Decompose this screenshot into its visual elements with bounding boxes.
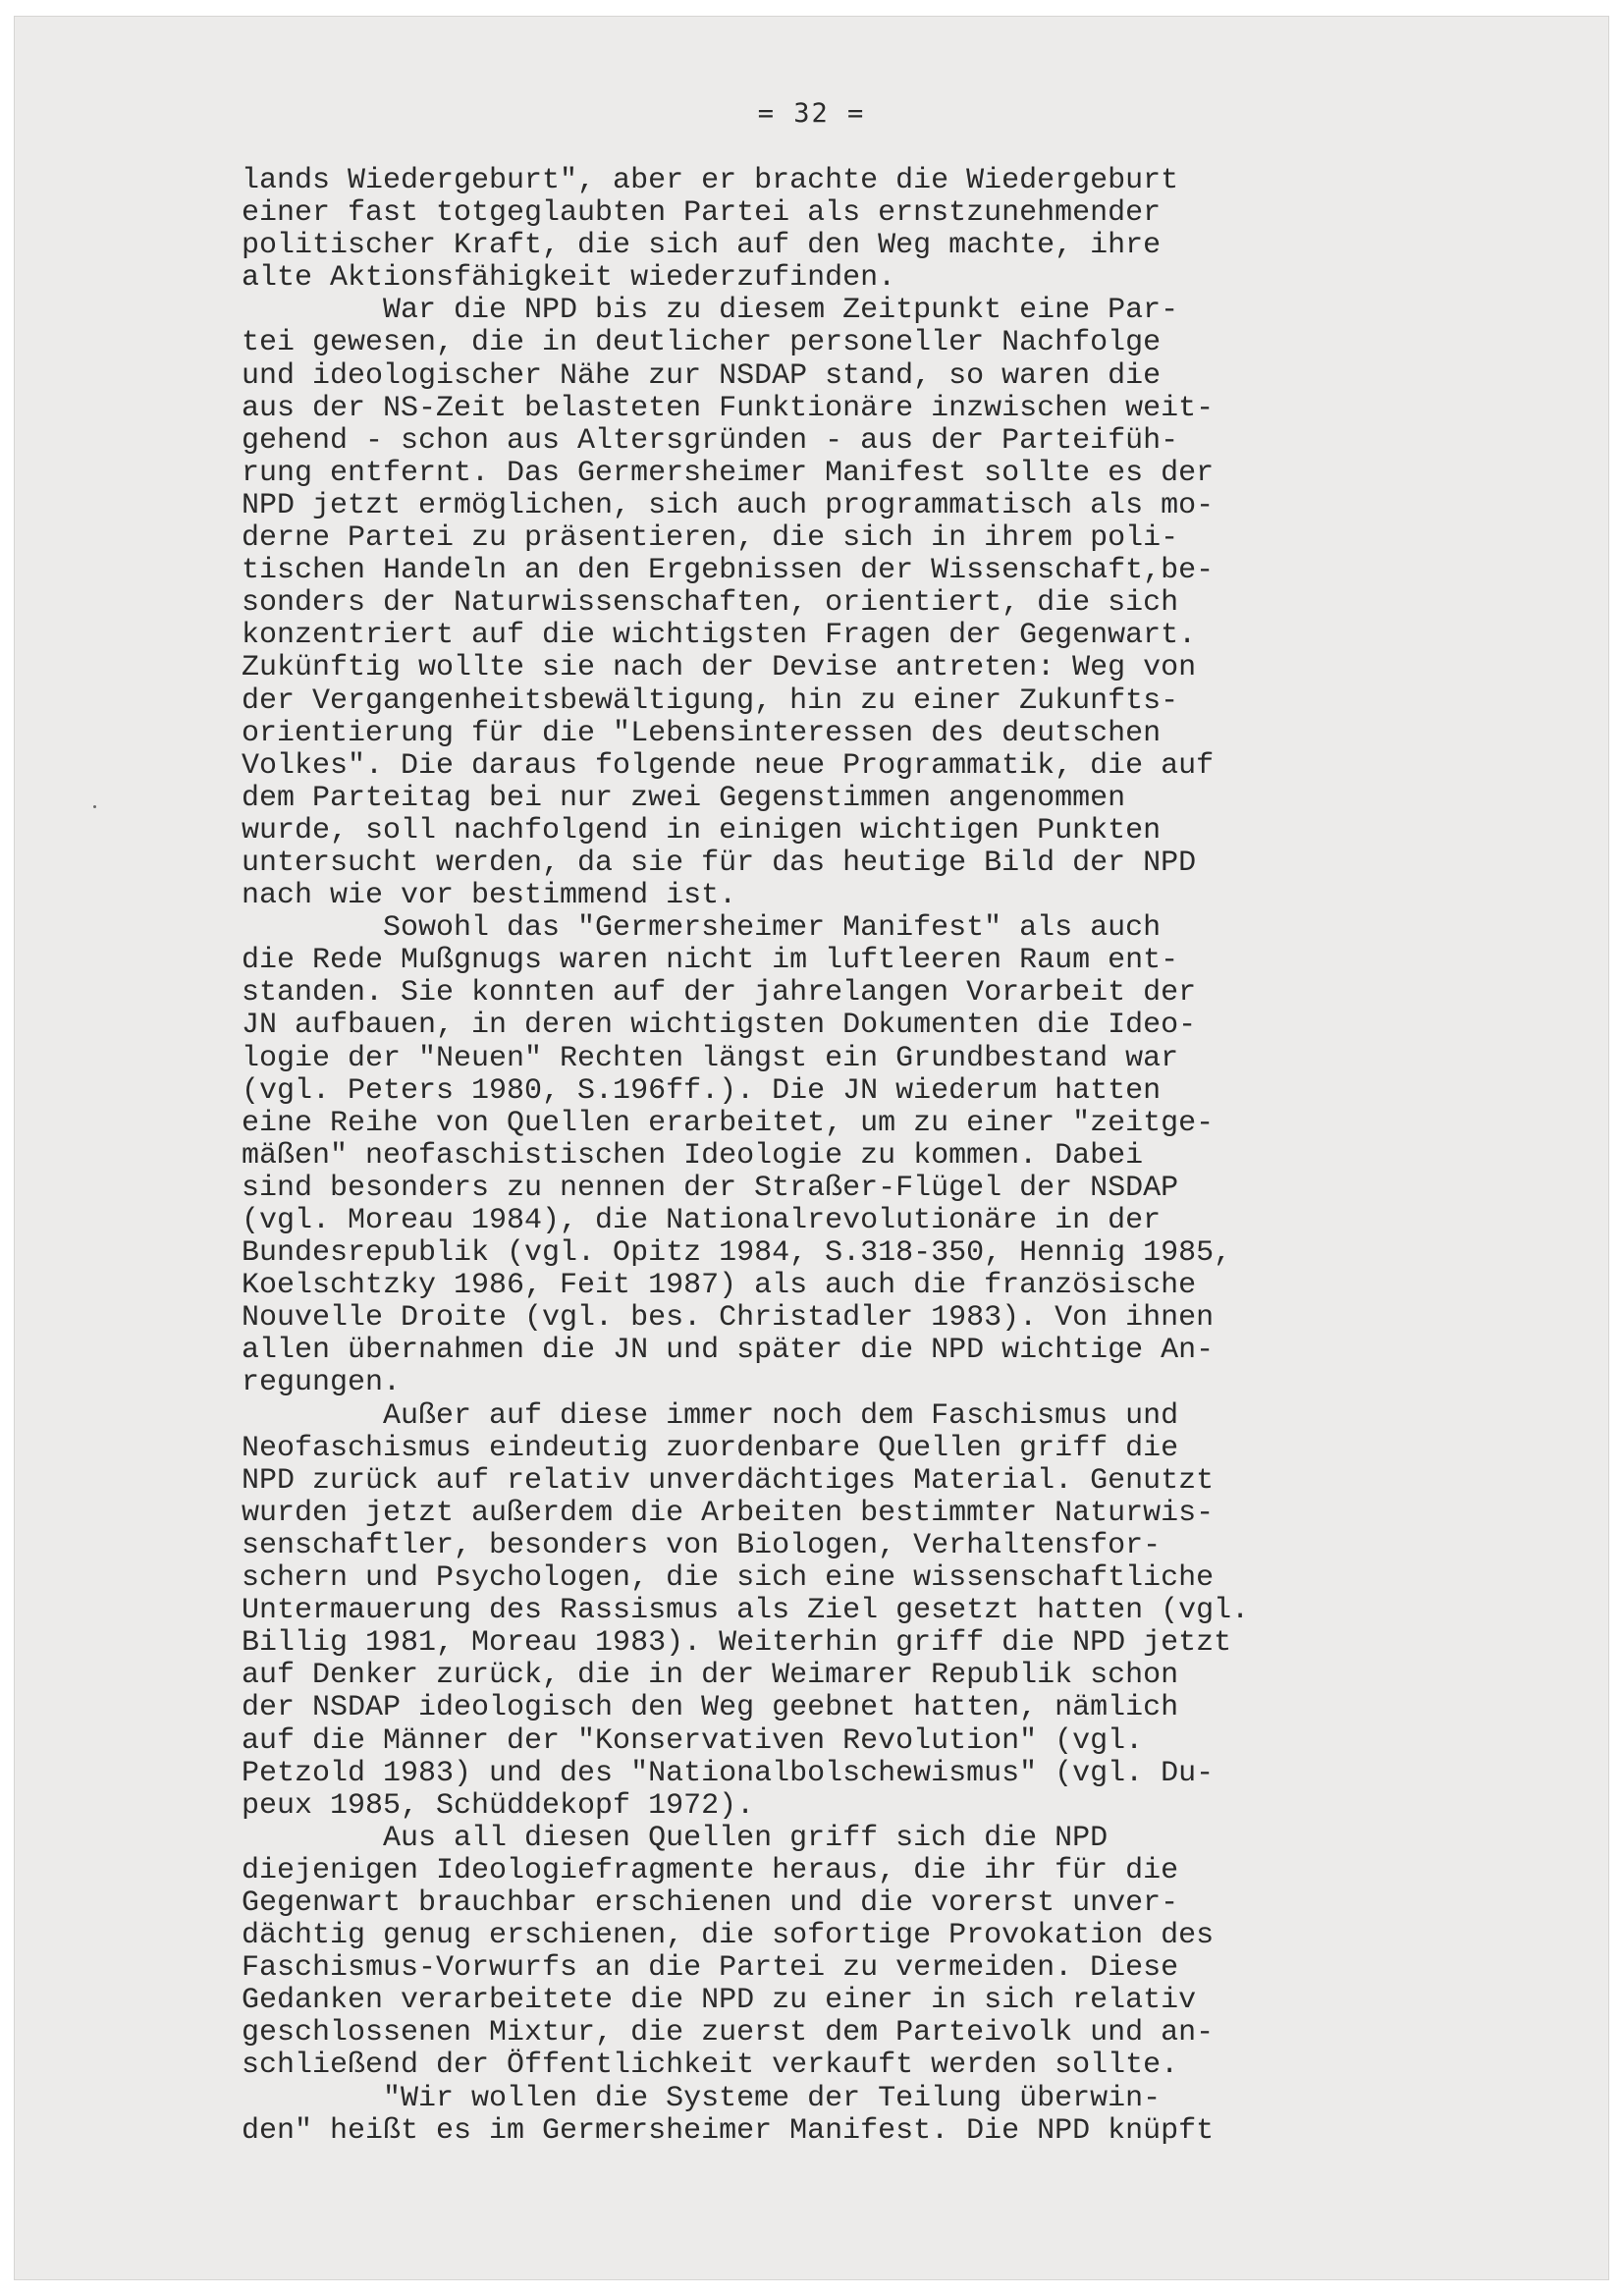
text-line: allen übernahmen die JN und später die NPD wichtige An- xyxy=(242,1334,1215,1368)
text-line: Gegenwart brauchbar erschienen und die vorerst unver- xyxy=(242,1886,1179,1920)
text-line: auf Denker zurück, die in der Weimarer Republik schon xyxy=(242,1659,1179,1693)
text-line: Zukünftig wollte sie nach der Devise antreten: Weg von xyxy=(242,651,1197,685)
text-line: die Rede Mußgnugs waren nicht im luftleeren Raum ent- xyxy=(242,944,1179,978)
text-line: (vgl. Moreau 1984), die Nationalrevolutionäre in der xyxy=(242,1204,1162,1237)
text-line: den" heißt es im Germersheimer Manifest. Die NPD knüpft xyxy=(242,2113,1215,2148)
text-line: (vgl. Peters 1980, S.196ff.). Die JN wiederum hatten xyxy=(242,1073,1162,1108)
text-line: senschaftler, besonders von Biologen, Verhaltensfor- xyxy=(242,1528,1162,1562)
text-line: alte Aktionsfähigkeit wiederzufinden. xyxy=(242,261,896,296)
text-line: untersucht werden, da sie für das heutige Bild der NPD xyxy=(242,846,1197,880)
text-line: Petzold 1983) und des "Nationalbolschewismus" (vgl. Du- xyxy=(242,1756,1215,1790)
text-line: schließend der Öffentlichkeit verkauft werden sollte. xyxy=(242,2049,1179,2083)
text-line: Faschismus-Vorwurfs an die Partei zu vermeiden. Diese xyxy=(242,1951,1179,1986)
text-line: schern und Psychologen, die sich eine wissenschaftliche xyxy=(242,1561,1215,1596)
text-line: mäßen" neofaschistischen Ideologie zu kommen. Dabei xyxy=(242,1138,1144,1173)
text-line: wurde, soll nachfolgend in einigen wichtigen Punkten xyxy=(242,813,1162,847)
text-line: regungen. xyxy=(242,1366,402,1400)
text-line: eine Reihe von Quellen erarbeitet, um zu einer "zeitge- xyxy=(242,1106,1215,1140)
text-line: "Wir wollen die Systeme der Teilung überwin- xyxy=(242,2081,1162,2115)
text-line: JN aufbauen, in deren wichtigsten Dokumenten die Ideo- xyxy=(242,1009,1197,1043)
text-line: Koelschtzky 1986, Feit 1987) als auch die französische xyxy=(242,1269,1197,1303)
text-line: logie der "Neuen" Rechten längst ein Grundbestand war xyxy=(242,1041,1179,1075)
text-line: standen. Sie konnten auf der jahrelangen Vorarbeit der xyxy=(242,976,1197,1011)
margin-speck xyxy=(93,805,96,808)
text-line: Außer auf diese immer noch dem Faschismus und xyxy=(242,1398,1179,1433)
text-line: Neofaschismus eindeutig zuordenbare Quellen griff die xyxy=(242,1431,1179,1465)
text-line: Bundesrepublik (vgl. Opitz 1984, S.318-350, Hennig 1985, xyxy=(242,1236,1232,1271)
text-line: Aus all diesen Quellen griff sich die NPD xyxy=(242,1821,1109,1855)
text-line: tei gewesen, die in deutlicher personeller Nachfolge xyxy=(242,326,1162,360)
text-line: nach wie vor bestimmend ist. xyxy=(242,879,737,913)
text-line: der NSDAP ideologisch den Weg geebnet hatten, nämlich xyxy=(242,1691,1179,1725)
text-line: einer fast totgeglaubten Partei als ernstzunehmender xyxy=(242,196,1162,231)
text-line: Sowohl das "Germersheimer Manifest" als auch xyxy=(242,911,1162,946)
text-line: geschlossenen Mixtur, die zuerst dem Parteivolk und an- xyxy=(242,2016,1215,2050)
text-line: Gedanken verarbeitete die NPD zu einer in sich relativ xyxy=(242,1984,1197,2018)
text-line: NPD zurück auf relativ unverdächtiges Material. Genutzt xyxy=(242,1463,1215,1498)
text-line: Untermauerung des Rassismus als Ziel gesetzt hatten (vgl. xyxy=(242,1594,1250,1628)
text-line: sonders der Naturwissenschaften, orientiert, die sich xyxy=(242,586,1179,621)
text-line: sind besonders zu nennen der Straßer-Flügel der NSDAP xyxy=(242,1171,1179,1205)
text-line: dem Parteitag bei nur zwei Gegenstimmen angenommen xyxy=(242,781,1126,815)
text-line: rung entfernt. Das Germersheimer Manifest sollte es der xyxy=(242,456,1215,490)
text-line: War die NPD bis zu diesem Zeitpunkt eine Par- xyxy=(242,294,1179,328)
text-line: derne Partei zu präsentieren, die sich in ihrem poli- xyxy=(242,521,1179,556)
text-line: auf die Männer der "Konservativen Revolution" (vgl. xyxy=(242,1723,1144,1758)
text-line: konzentriert auf die wichtigsten Fragen der Gegenwart. xyxy=(242,619,1197,653)
text-line: Volkes". Die daraus folgende neue Programmatik, die auf xyxy=(242,748,1215,783)
text-line: dächtig genug erschienen, die sofortige Provokation des xyxy=(242,1919,1215,1953)
text-line: peux 1985, Schüddekopf 1972). xyxy=(242,1788,755,1823)
text-line: Nouvelle Droite (vgl. bes. Christadler 1983). Von ihnen xyxy=(242,1301,1215,1336)
page-number: = 32 = xyxy=(757,98,866,129)
text-line: und ideologischer Nähe zur NSDAP stand, so waren die xyxy=(242,358,1162,393)
text-line: Billig 1981, Moreau 1983). Weiterhin griff die NPD jetzt xyxy=(242,1626,1232,1661)
text-line: wurden jetzt außerdem die Arbeiten bestimmter Naturwis- xyxy=(242,1496,1215,1530)
text-line: gehend - schon aus Altersgründen - aus der Parteifüh- xyxy=(242,423,1179,458)
text-line: der Vergangenheitsbewältigung, hin zu einer Zukunfts- xyxy=(242,683,1179,718)
body-text xyxy=(242,165,1400,2148)
text-line: tischen Handeln an den Ergebnissen der Wissenschaft,be- xyxy=(242,554,1215,588)
text-line: NPD jetzt ermöglichen, sich auch programmatisch als mo- xyxy=(242,488,1215,522)
text-line: diejenigen Ideologiefragmente heraus, die ihr für die xyxy=(242,1853,1179,1887)
text-line: orientierung für die "Lebensinteressen des deutschen xyxy=(242,716,1162,750)
text-line: politischer Kraft, die sich auf den Weg machte, ihre xyxy=(242,229,1162,263)
text-line: aus der NS-Zeit belasteten Funktionäre inzwischen weit- xyxy=(242,391,1215,425)
text-line: lands Wiedergeburt", aber er brachte die Wiedergeburt xyxy=(242,164,1179,197)
